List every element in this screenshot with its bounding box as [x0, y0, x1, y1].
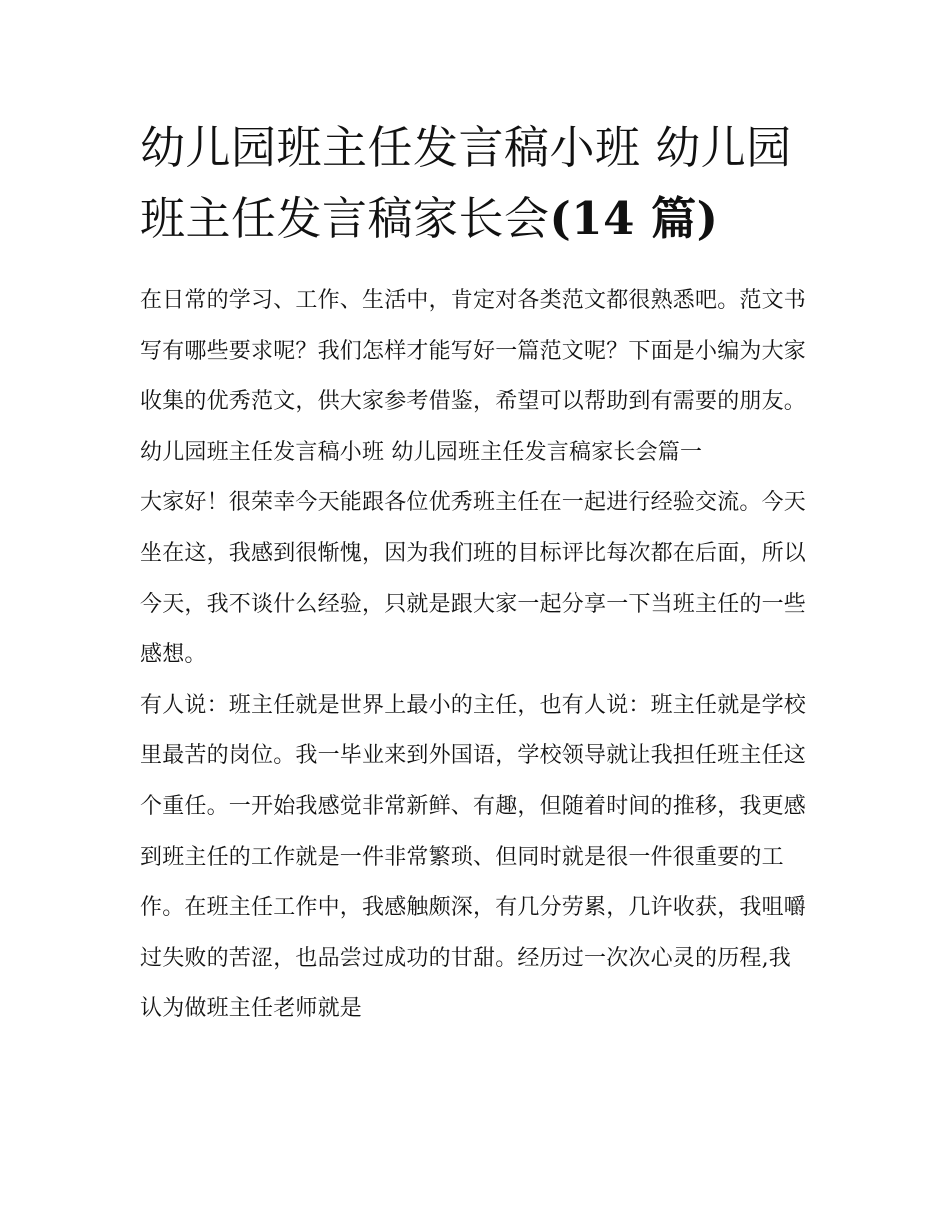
body-paragraph: 有人说：班主任就是世界上最小的主任，也有人说：班主任就是学校里最苦的岗位。我一毕业来到外国语，学校领导就让我担任班主任这个重任。一开始我感觉非常新鲜、有趣，但随着时间的推移，我更感到班主任的工作就是一件非常繁琐、但同时就是很一件很重要的工作。在班主任工作中，我感触颇深，有几分劳累，几许收获，我咀嚼过失败的苦涩，也品尝过成功的甘甜。经历过一次次心灵的历程,我认为做班主任老师就是 [140, 692, 807, 1022]
intro-paragraph: 在日常的学习、工作、生活中，肯定对各类范文都很熟悉吧。范文书写有哪些要求呢？我们怎样才能写好一篇范文呢？下面是小编为大家收集的优秀范文，供大家参考借鉴，希望可以帮助到有需要的朋友。 [140, 288, 807, 415]
document-body [140, 276, 812, 1035]
body-paragraph: 大家好！很荣幸今天能跟各位优秀班主任在一起进行经验交流。今天坐在这，我感到很惭愧，因为我们班的目标评比每次都在后面，所以今天，我不谈什么经验，只就是跟大家一起分享一下当班主任的一些感想。 [140, 490, 807, 668]
section-heading: 幼儿园班主任发言稿小班 幼儿园班主任发言稿家长会篇一 [140, 439, 703, 465]
document-title [140, 112, 812, 254]
document-content [140, 112, 812, 1035]
title-count: (14 篇) [549, 192, 719, 245]
title-main: 幼儿园班主任发言稿小班 幼儿园班主任发言稿家长会 [140, 121, 792, 245]
